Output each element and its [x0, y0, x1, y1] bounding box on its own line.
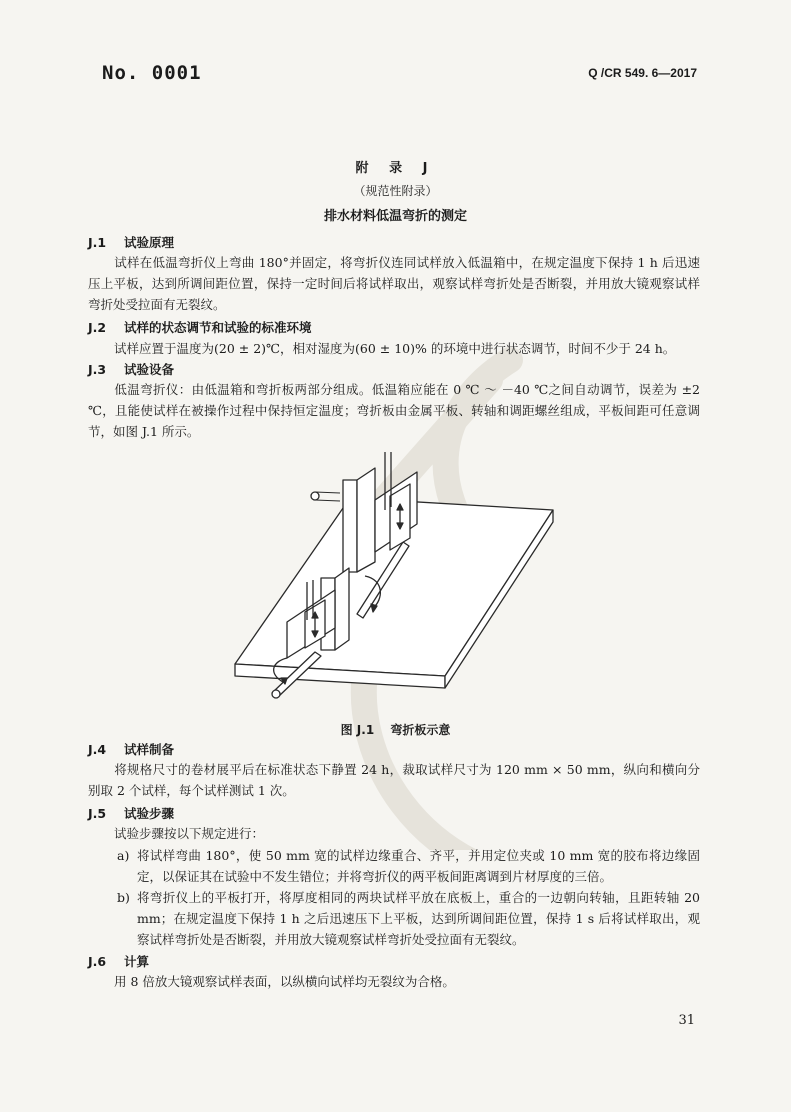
section-heading: J.5 试验步骤 — [88, 806, 175, 821]
section-heading: J.4 试样制备 — [88, 742, 175, 757]
document-number: No. 0001 — [102, 62, 202, 84]
figure-caption: 图 J.1 弯折板示意 — [340, 723, 451, 737]
section-heading: J.2 试样的状态调节和试验的标准环境 — [88, 320, 312, 335]
section-heading: J.3 试验设备 — [88, 362, 175, 377]
section-heading: J.6 计算 — [88, 954, 150, 969]
section-paragraph: 试样应置于温度为(20 ± 2)℃，相对湿度为(60 ± 10)% 的环境中进行状态调节，时间不少于 24 h。 — [114, 341, 676, 356]
list-item: a) 将试样弯曲 180°，使 50 mm 宽的试样边缘重合、齐平，并用定位夹或 10 mm 宽的胶布将边缘固定，以保证其在试验中不发生错位；并将弯折仪的两平板间距离调到片材厚度的三倍。 — [117, 848, 700, 884]
section-paragraph: 试验步骤按以下规定进行： — [114, 826, 265, 841]
page-number: 31 — [678, 1013, 695, 1028]
bending-plate-figure — [225, 452, 565, 712]
section-paragraph: 试样在低温弯折仪上弯曲 180°并固定，将弯折仪连同试样放入低温箱中，在规定温度下保持 1 h 后迅速压上平板，达到所调间距位置，保持一定时间后将试样取出，观察试样弯折处是否断裂，并用放大镜观察试样弯折处受拉面有无裂纹。 — [88, 255, 700, 312]
section-heading: J.1 试验原理 — [88, 235, 175, 250]
appendix-label: 附 录 J — [355, 161, 436, 176]
appendix-type: （规范性附录） — [353, 184, 438, 198]
section-paragraph: 将规格尺寸的卷材展平后在标准状态下静置 24 h，裁取试样尺寸为 120 mm × 50 mm，纵向和横向分别取 2 个试样，每个试样测试 1 次。 — [88, 762, 700, 798]
section-paragraph: 用 8 倍放大镜观察试样表面，以纵横向试样均无裂纹为合格。 — [114, 974, 455, 989]
standard-number: Q /CR 549. 6—2017 — [588, 66, 697, 80]
appendix-title: 排水材料低温弯折的测定 — [323, 209, 467, 224]
list-item: b) 将弯折仪上的平板打开，将厚度相同的两块试样平放在底板上，重合的一边朝向转轴，且距转轴 20 mm；在规定温度下保持 1 h 之后迅速压下上平板，达到所调间距位置，保持 1 s 后将试样取出，观察试样弯折处是否断裂，并用放大镜观察试样弯折处受拉面有无裂纹。 — [117, 890, 700, 947]
section-paragraph: 低温弯折仪：由低温箱和弯折板两部分组成。低温箱应能在 0 ℃ ～ －40 ℃之间自动调节，误差为 ±2 ℃，且能使试样在被操作过程中保持恒定温度；弯折板由金属平板、转轴和调距螺丝组成，平板间距可任意调节，如图 J.1 所示。 — [88, 382, 700, 439]
